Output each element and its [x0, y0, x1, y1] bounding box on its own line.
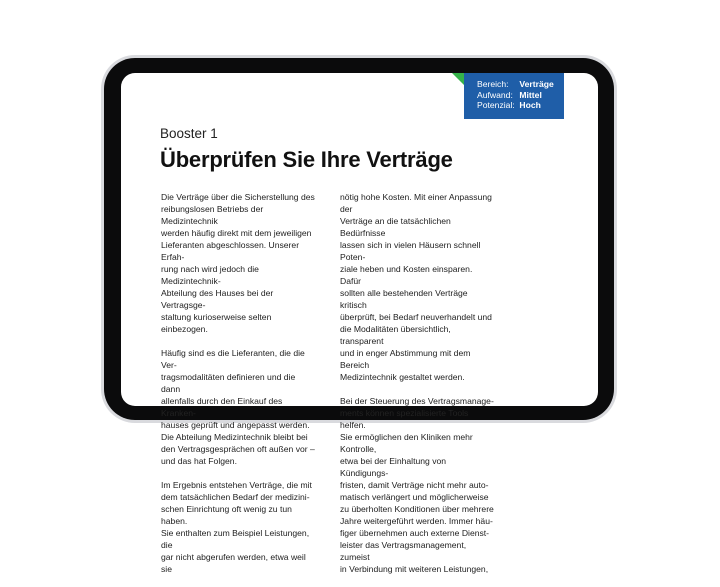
info-key: Aufwand:	[477, 89, 513, 100]
info-key: Bereich:	[477, 79, 509, 89]
tablet-screen	[121, 73, 598, 574]
info-row-aufwand	[477, 90, 564, 101]
text-column-left	[161, 191, 316, 587]
green-accent-corner	[452, 73, 464, 85]
paragraph: Die Verträge über die Sicherstellung des reibungslosen Betriebs der Medizintechnik werden häufig direkt mit dem jeweiligen Lieferanten abgeschlossen. Unserer Erfah- rung nach wird jedoch die Medizintechnik- Abteilung des Hauses bei der Vertragsge- staltung kurioserweise selten einbezogen.	[161, 192, 315, 334]
paragraph: Bei der Steuerung des Vertragsmanage- ments können spezialisierte Tools helfen. Sie ermöglichen den Kliniken mehr Kontrolle, etwa bei der Einhaltung von Kündigungs- fristen, damit Verträge nicht mehr auto- matisch verlängert und möglicherweise zu überholten Konditionen über mehrere Jahre weitergeführt werden. Immer häu- figer übernehmen auch externe Dienst- leister das Vertragsmanagement, zumeist in Verbindung mit weiteren Leistungen,	[340, 396, 494, 574]
info-row-potenzial	[477, 100, 564, 111]
paragraph: nötig hohe Kosten. Mit einer Anpassung der Verträge an die tatsächlichen Bedürfnisse lassen sich in vielen Häusern schnell Poten- ziale heben und Kosten einsparen. Dafür sollten alle bestehenden Verträge kritisch überprüft, bei Bedarf neuverhandelt und die Modalitäten übersichtlich, transparent und in enger Abstimmung mit dem Bereich Medizintechnik gestaltet werden.	[340, 192, 492, 382]
text-column-right	[340, 191, 495, 587]
article-kicker: Booster 1	[160, 126, 218, 141]
article-title: Überprüfen Sie Ihre Verträge	[160, 147, 453, 172]
info-box	[464, 73, 564, 119]
paragraph: Häufig sind es die Lieferanten, die die Ver- tragsmodalitäten definieren und die dann allenfalls durch den Einkauf des Kranken- hauses geprüft und angepasst werden. Die Abteilung Medizintechnik bleibt bei den Vertragsgesprächen oft außen vor – und das hat Folgen.	[161, 348, 315, 466]
info-key: Potenzial:	[477, 100, 515, 110]
info-value: Hoch	[519, 100, 541, 110]
info-value: Mittel	[519, 89, 542, 100]
info-row-bereich	[477, 79, 564, 90]
paragraph: Im Ergebnis entstehen Verträge, die mit dem tatsächlichen Bedarf der medizini- schen Einrichtung oft wenig zu tun haben. Sie enthalten zum Beispiel Leistungen, die gar nicht abgerufen werden, etwa weil sie	[161, 480, 312, 574]
info-value: Verträge	[519, 79, 554, 89]
